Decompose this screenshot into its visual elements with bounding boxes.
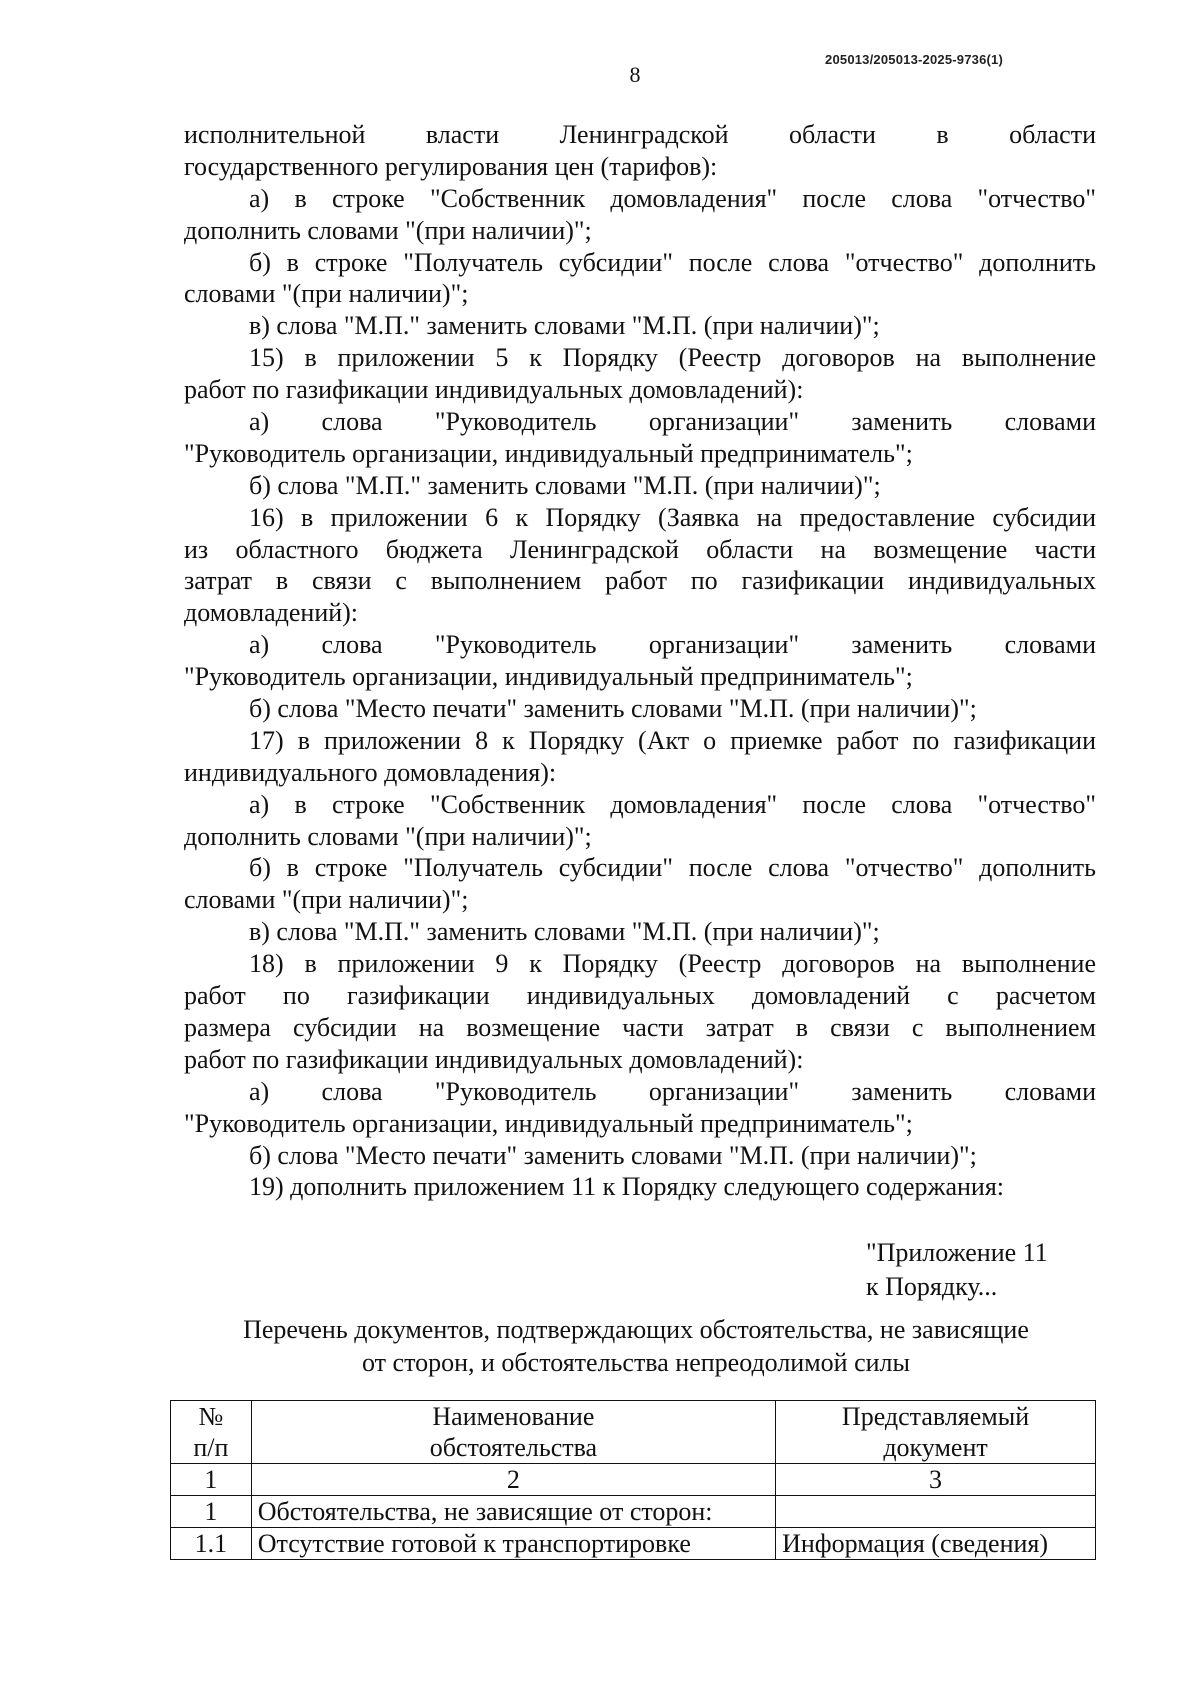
table-header-row bbox=[171, 1401, 1096, 1464]
table-numbering-row bbox=[171, 1464, 1096, 1496]
row-number-cell: 1 bbox=[171, 1496, 252, 1528]
header-cell-line: № bbox=[198, 1402, 224, 1431]
header-cell-document bbox=[776, 1401, 1096, 1464]
body-line: а) в строке "Собственник домовладения" после слова "отчество" bbox=[249, 789, 1096, 819]
table-title-line: от сторон, и обстоятельства непреодолимой силы bbox=[362, 1348, 910, 1377]
body-line: в) слова "М.П." заменить словами "М.П. (при наличии)"; bbox=[249, 311, 880, 341]
body-line: б) слова "М.П." заменить словами "М.П. (при наличии)"; bbox=[249, 470, 881, 500]
body-line: б) в строке "Получатель субсидии" после слова "отчество" дополнить bbox=[249, 247, 1096, 277]
table-title-line: Перечень документов, подтверждающих обстоятельства, не зависящие bbox=[243, 1315, 1029, 1344]
body-line: б) слова "Место печати" заменить словами "М.П. (при наличии)"; bbox=[249, 694, 977, 724]
appendix-ref-line: к Порядку... bbox=[866, 1272, 998, 1301]
body-line: домовладений): bbox=[184, 598, 359, 628]
row-name-cell: Обстоятельства, не зависящие от сторон: bbox=[251, 1496, 775, 1528]
body-line: б) в строке "Получатель субсидии" после слова "отчество" дополнить bbox=[249, 853, 1096, 883]
body-line: 15) в приложении 5 к Порядку (Реестр договоров на выполнение bbox=[249, 343, 1096, 373]
header-cell-line: документ bbox=[883, 1433, 988, 1462]
row-document-cell bbox=[776, 1496, 1096, 1528]
body-line: а) слова "Руководитель организации" заменить словами bbox=[249, 1076, 1096, 1106]
body-line: "Руководитель организации, индивидуальный предприниматель"; bbox=[184, 438, 913, 468]
page-number: 8 bbox=[629, 62, 641, 87]
row-document-cell: Информация (сведения) bbox=[776, 1528, 1096, 1560]
header-cell-name bbox=[251, 1401, 775, 1464]
body-line: 16) в приложении 6 к Порядку (Заявка на предоставление субсидии bbox=[249, 502, 1096, 532]
table-row bbox=[171, 1496, 1096, 1528]
header-cell-line: обстоятельства bbox=[429, 1433, 598, 1462]
body-line: дополнить словами "(при наличии)"; bbox=[184, 821, 592, 851]
body-line: а) слова "Руководитель организации" заменить словами bbox=[249, 407, 1096, 437]
body-line: затрат в связи с выполнением работ по газификации индивидуальных bbox=[184, 566, 1096, 596]
document-body bbox=[184, 119, 1096, 1203]
numbering-cell: 2 bbox=[251, 1464, 775, 1496]
header-cell-line: Представляемый bbox=[841, 1402, 1030, 1431]
body-line: б) слова "Место печати" заменить словами "М.П. (при наличии)"; bbox=[249, 1140, 977, 1170]
row-name-cell: Отсутствие готовой к транспортировке bbox=[251, 1528, 775, 1560]
body-line: из областного бюджета Ленинградской области на возмещение части bbox=[184, 534, 1096, 564]
table-row bbox=[171, 1528, 1096, 1560]
body-line: словами "(при наличии)"; bbox=[184, 885, 469, 915]
body-line: словами "(при наличии)"; bbox=[184, 279, 469, 309]
body-line: работ по газификации индивидуальных домовладений): bbox=[184, 1044, 804, 1074]
body-line: а) в строке "Собственник домовладения" после слова "отчество" bbox=[249, 183, 1096, 213]
body-line: "Руководитель организации, индивидуальный предприниматель"; bbox=[184, 1108, 913, 1138]
header-cell-number bbox=[171, 1401, 252, 1464]
header-cell-line: Наименование bbox=[432, 1402, 595, 1431]
body-line: дополнить словами "(при наличии)"; bbox=[184, 215, 592, 245]
header-cell-line: п/п bbox=[193, 1433, 229, 1462]
body-line: 18) в приложении 9 к Порядку (Реестр договоров на выполнение bbox=[249, 949, 1096, 979]
documents-table bbox=[170, 1400, 1096, 1560]
body-line: 17) в приложении 8 к Порядку (Акт о приемке работ по газификации bbox=[249, 725, 1096, 755]
body-line: исполнительной власти Ленинградской области в области bbox=[184, 120, 1096, 149]
row-number-cell: 1.1 bbox=[171, 1528, 252, 1560]
body-line: размера субсидии на возмещение части затрат в связи с выполнением bbox=[184, 1012, 1096, 1042]
numbering-cell: 1 bbox=[171, 1464, 252, 1496]
table-title bbox=[0, 1313, 1200, 1379]
body-line: индивидуального домовладения): bbox=[184, 757, 557, 787]
appendix-reference bbox=[866, 1236, 1048, 1304]
body-line: государственного регулирования цен (тарифов): bbox=[184, 151, 718, 181]
appendix-ref-line: "Приложение 11 bbox=[866, 1238, 1048, 1267]
body-line: 19) дополнить приложением 11 к Порядку следующего содержания: bbox=[249, 1172, 1005, 1202]
numbering-cell: 3 bbox=[776, 1464, 1096, 1496]
body-line: работ по газификации индивидуальных домовладений): bbox=[184, 375, 804, 405]
body-line: "Руководитель организации, индивидуальный предприниматель"; bbox=[184, 662, 913, 692]
body-line: а) слова "Руководитель организации" заменить словами bbox=[249, 630, 1096, 660]
body-line: в) слова "М.П." заменить словами "М.П. (при наличии)"; bbox=[249, 917, 880, 947]
document-id: 205013/205013-2025-9736(1) bbox=[825, 52, 1003, 67]
body-line: работ по газификации индивидуальных домовладений с расчетом bbox=[184, 981, 1096, 1011]
